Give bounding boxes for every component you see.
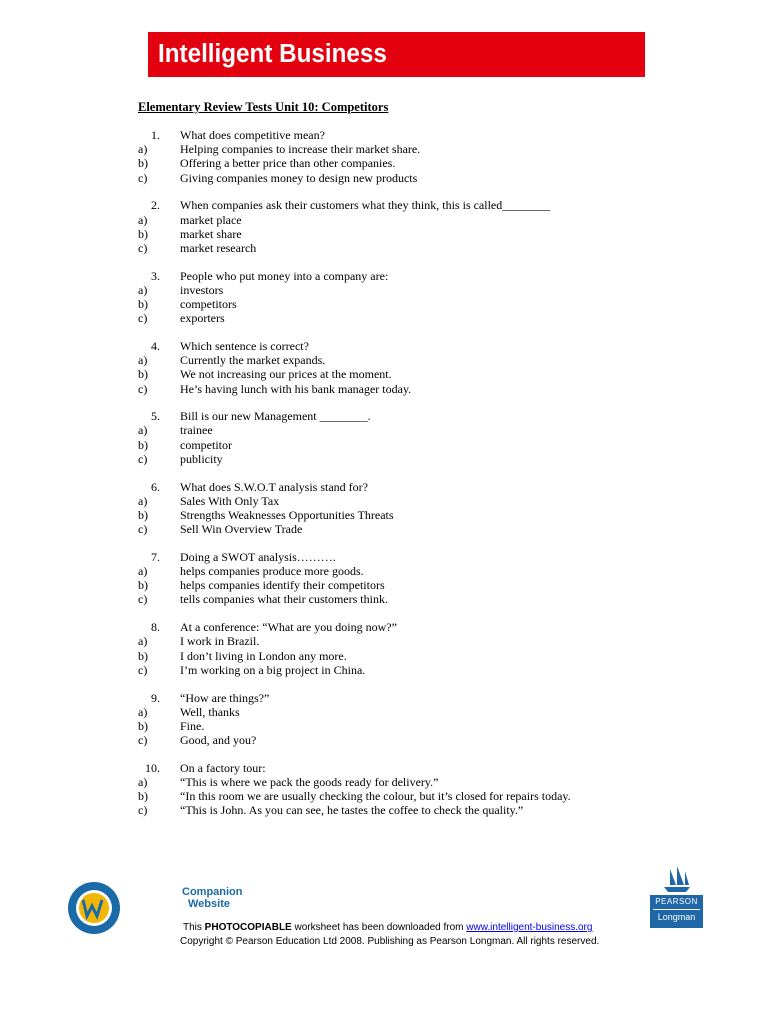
answer-option: [138, 142, 638, 156]
answer-option: [138, 156, 638, 170]
ship-icon: [650, 863, 703, 895]
answer-option: [138, 283, 638, 297]
document-title: Elementary Review Tests Unit 10: Competitors: [138, 100, 389, 114]
option-text: Sell Win Overview Trade: [180, 522, 303, 537]
option-text: “This is John. As you can see, he tastes the coffee to check the quality.”: [180, 803, 524, 818]
question-block: [138, 409, 638, 466]
question-text: Which sentence is correct?: [180, 338, 309, 353]
question-block: [138, 761, 638, 818]
option-text: “In this room we are usually checking the colour, but it’s closed for repairs today.: [180, 789, 571, 804]
question-block: [138, 128, 638, 185]
question-block: [138, 480, 638, 537]
answer-option: [138, 423, 638, 437]
option-text: helps companies identify their competitors: [180, 578, 385, 593]
pearson-label: PEARSON: [655, 897, 698, 906]
question-line: [138, 550, 638, 564]
footer-photocopiable: PHOTOCOPIABLE: [204, 922, 292, 933]
option-text: Helping companies to increase their market share.: [180, 142, 421, 157]
option-label: c): [138, 662, 148, 677]
footer-pre: This: [183, 922, 205, 933]
option-label: a): [138, 353, 148, 368]
question-block: [138, 339, 638, 396]
question-text: What does competitive mean?: [180, 128, 325, 142]
question-block: [138, 269, 638, 326]
option-label: b): [138, 226, 148, 241]
question-block: [138, 198, 638, 255]
answer-option: [138, 522, 638, 536]
question-number: 8.: [151, 620, 160, 635]
option-label: a): [138, 775, 148, 790]
question-text: At a conference: “What are you doing now?”: [180, 620, 397, 635]
option-text: Offering a better price than other companies.: [180, 156, 396, 171]
answer-option: [138, 775, 638, 789]
header-banner: [148, 32, 645, 77]
option-text: exporters: [180, 311, 225, 326]
footer-download-line: [183, 922, 603, 933]
answer-option: [138, 592, 638, 606]
option-label: c): [138, 240, 148, 255]
option-text: Good, and you?: [180, 733, 257, 748]
option-text: market research: [180, 240, 257, 255]
answer-option: [138, 803, 638, 817]
question-text: What does S.W.O.T analysis stand for?: [180, 479, 368, 494]
option-text: competitor: [180, 437, 232, 452]
longman-label: Longman: [657, 912, 696, 922]
answer-option: [138, 578, 638, 592]
option-label: c): [138, 170, 148, 185]
question-line: [138, 128, 638, 142]
option-label: c): [138, 803, 148, 818]
question-text: Doing a SWOT analysis……….: [180, 549, 336, 564]
answer-option: [138, 438, 638, 452]
answer-option: [138, 367, 638, 381]
answer-option: [138, 494, 638, 508]
option-text: We not increasing our prices at the moment.: [180, 367, 392, 382]
pearson-longman-logo: [650, 863, 703, 928]
option-label: a): [138, 142, 148, 157]
answer-option: [138, 634, 638, 648]
question-number: 5.: [151, 409, 160, 424]
option-label: c): [138, 451, 148, 466]
question-text: People who put money into a company are:: [180, 268, 389, 283]
option-label: c): [138, 522, 148, 537]
question-text: On a factory tour:: [180, 760, 266, 775]
option-label: c): [138, 592, 148, 607]
option-label: b): [138, 789, 148, 804]
option-label: a): [138, 564, 148, 579]
option-label: b): [138, 718, 148, 733]
answer-option: [138, 452, 638, 466]
option-label: a): [138, 634, 148, 649]
option-text: publicity: [180, 451, 223, 466]
option-label: c): [138, 733, 148, 748]
option-text: market share: [180, 226, 242, 241]
question-line: [138, 761, 638, 775]
option-text: “This is where we pack the goods ready for delivery.”: [180, 775, 439, 790]
option-label: b): [138, 297, 148, 312]
question-block: [138, 550, 638, 607]
question-number: 10.: [145, 760, 160, 775]
companion-label: Companion: [182, 886, 243, 898]
answer-option: [138, 353, 638, 367]
option-text: He’s having lunch with his bank manager today.: [180, 381, 412, 396]
answer-option: [138, 382, 638, 396]
question-line: [138, 269, 638, 283]
option-text: Currently the market expands.: [180, 353, 326, 368]
question-block: [138, 691, 638, 748]
option-label: b): [138, 578, 148, 593]
question-text: When companies ask their customers what they think, this is called________: [180, 198, 551, 213]
question-line: [138, 480, 638, 494]
question-number: 6.: [151, 479, 160, 494]
answer-option: [138, 649, 638, 663]
answer-option: [138, 564, 638, 578]
question-number: 2.: [151, 198, 160, 213]
option-text: competitors: [180, 297, 237, 312]
option-label: b): [138, 507, 148, 522]
option-label: b): [138, 437, 148, 452]
option-label: a): [138, 212, 148, 227]
answer-option: [138, 311, 638, 325]
answer-option: [138, 508, 638, 522]
option-label: b): [138, 156, 148, 171]
answer-option: [138, 171, 638, 185]
question-line: [138, 339, 638, 353]
question-number: 3.: [151, 268, 160, 283]
option-label: a): [138, 493, 148, 508]
question-line: [138, 198, 638, 212]
question-number: 9.: [151, 690, 160, 705]
footer-copyright: Copyright © Pearson Education Ltd 2008. Publishing as Pearson Longman. All rights reserved.: [180, 936, 600, 947]
question-number: 4.: [151, 338, 160, 353]
answer-option: [138, 663, 638, 677]
option-label: b): [138, 648, 148, 663]
option-text: trainee: [180, 423, 213, 438]
option-label: a): [138, 282, 148, 297]
question-line: [138, 620, 638, 634]
logo-divider: [653, 909, 700, 910]
answer-option: [138, 241, 638, 255]
answer-option: [138, 213, 638, 227]
question-number: 1.: [151, 128, 160, 142]
answer-option: [138, 705, 638, 719]
answer-option: [138, 227, 638, 241]
question-number: 7.: [151, 549, 160, 564]
question-text: “How are things?”: [180, 690, 270, 705]
answer-option: [138, 789, 638, 803]
question-line: [138, 691, 638, 705]
website-label: Website: [188, 898, 230, 910]
option-text: Giving companies money to design new products: [180, 170, 418, 185]
option-label: a): [138, 423, 148, 438]
option-text: Sales With Only Tax: [180, 493, 280, 508]
option-text: Fine.: [180, 718, 205, 733]
question-text: Bill is our new Management ________.: [180, 409, 371, 424]
footer-mid: worksheet has been downloaded from: [291, 922, 467, 933]
option-label: a): [138, 704, 148, 719]
question-list: [138, 128, 638, 831]
option-text: I work in Brazil.: [180, 634, 260, 649]
answer-option: [138, 733, 638, 747]
option-text: tells companies what their customers think.: [180, 592, 388, 607]
option-text: Strengths Weaknesses Opportunities Threats: [180, 507, 394, 522]
option-text: investors: [180, 282, 224, 297]
option-text: I’m working on a big project in China.: [180, 662, 366, 677]
header-title: Intelligent Business: [158, 40, 387, 68]
option-label: c): [138, 311, 148, 326]
companion-globe-icon: [66, 878, 126, 938]
question-block: [138, 620, 638, 677]
option-text: market place: [180, 212, 242, 227]
option-text: Well, thanks: [180, 704, 240, 719]
footer-link[interactable]: www.intelligent-business.org: [466, 922, 593, 933]
option-text: I don’t living in London any more.: [180, 648, 347, 663]
answer-option: [138, 719, 638, 733]
option-label: c): [138, 381, 148, 396]
question-line: [138, 409, 638, 423]
answer-option: [138, 297, 638, 311]
option-label: b): [138, 367, 148, 382]
option-text: helps companies produce more goods.: [180, 564, 364, 579]
